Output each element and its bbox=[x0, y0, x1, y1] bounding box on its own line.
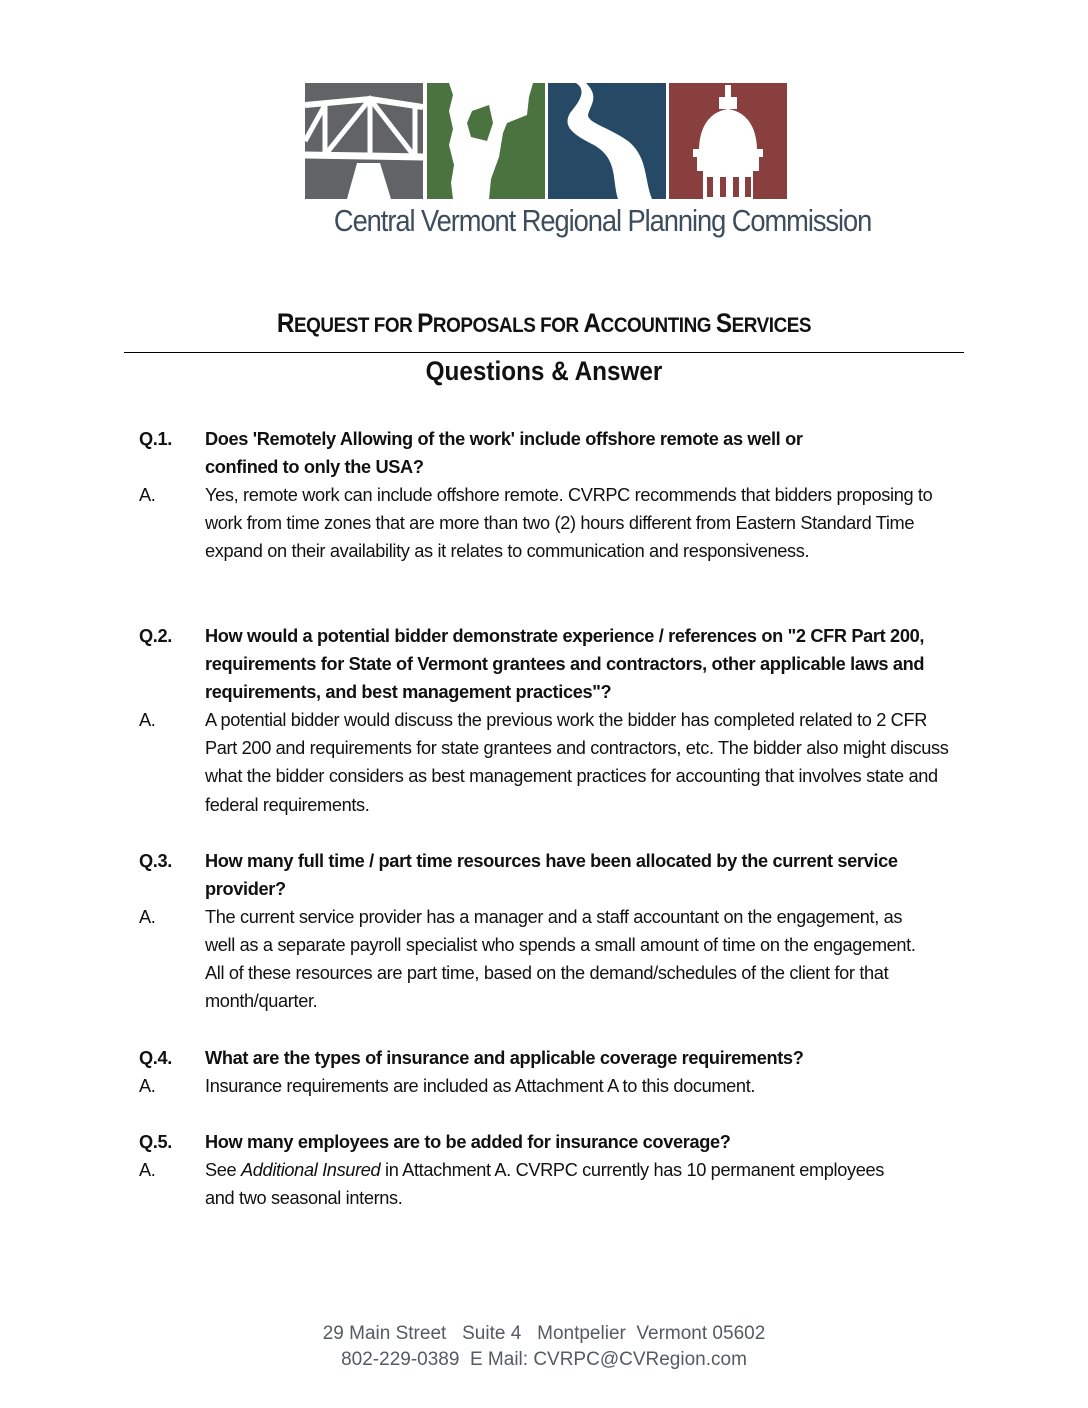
answer-text: Yes, remote work can include offshore remote. CVRPC recommends that bidders proposing to work from time zones that are more than two (2) hours different from Eastern Standard Time expand on their availability as it relates to communication and responsiveness. bbox=[205, 485, 933, 562]
cvrpc-logo bbox=[305, 83, 872, 243]
question-text: How many employees are to be added for insurance coverage? bbox=[205, 1132, 731, 1152]
answer-text: The current service provider has a manager and a staff accountant on the engagement, as well as a separate payroll specialist who spends a small amount of time on the engagement. All of these resources are part time, based on the demand/schedules of the client for that month/quarter. bbox=[205, 907, 916, 1012]
answer-label: A. bbox=[139, 710, 156, 731]
vermont-map-icon bbox=[427, 83, 545, 199]
answer-label: A. bbox=[139, 485, 156, 506]
footer-contact: 802-229-0389 E Mail: CVRPC@CVRegion.com bbox=[341, 1349, 747, 1370]
title-part: ACCOUNTING bbox=[583, 308, 716, 338]
question-text: What are the types of insurance and applicable coverage requirements? bbox=[205, 1048, 804, 1068]
question-text: How would a potential bidder demonstrate experience / references on "2 CFR Part 200, requirements for State of Vermont grantees and contractors, other applicable laws and requirements, and best management practices"? bbox=[205, 626, 925, 703]
qa-item-4 bbox=[139, 1044, 959, 1100]
question-label: Q.3. bbox=[139, 851, 172, 871]
answer-label: A. bbox=[139, 907, 156, 928]
title-part: REQUEST FOR bbox=[276, 308, 418, 338]
qa-item-1 bbox=[139, 425, 959, 565]
answer bbox=[139, 706, 959, 818]
logo-panels bbox=[305, 83, 787, 199]
answer bbox=[139, 481, 959, 565]
title-part: PROPOSALS FOR bbox=[417, 308, 584, 338]
answer-label: A. bbox=[139, 1076, 156, 1097]
answer-label: A. bbox=[139, 1160, 156, 1181]
answer-text: A potential bidder would discuss the previous work the bidder has completed related to 2 CFR Part 200 and requirements for state grantees and contractors, etc. The bidder also might discuss what the bidder considers as best management practices for accounting that involves state and federal requirements. bbox=[205, 710, 949, 815]
qa-item-5 bbox=[139, 1128, 959, 1212]
footer-address: 29 Main Street Suite 4 Montpelier Vermont 05602 bbox=[322, 1323, 766, 1344]
additional-insured-emphasis: Additional Insured bbox=[241, 1160, 381, 1181]
question-label: Q.5. bbox=[139, 1132, 172, 1152]
question bbox=[139, 1128, 959, 1156]
footer bbox=[244, 1321, 844, 1373]
question bbox=[139, 847, 959, 903]
capitol-dome-icon bbox=[669, 83, 787, 199]
page-subtitle: Questions & Answer bbox=[425, 356, 663, 386]
qa-item-3 bbox=[139, 847, 959, 1016]
question-label: Q.4. bbox=[139, 1048, 172, 1068]
answer-text: Insurance requirements are included as Attachment A to this document. bbox=[205, 1076, 756, 1097]
question-label: Q.1. bbox=[139, 429, 172, 449]
question-label: Q.2. bbox=[139, 626, 172, 646]
logo-org-name: Central Vermont Regional Planning Commission bbox=[333, 203, 872, 238]
answer bbox=[139, 1072, 959, 1100]
title-divider bbox=[124, 352, 964, 353]
river-icon bbox=[548, 83, 666, 199]
answer-text: See Additional Insured in Attachment A. CVRPC currently has 10 permanent employees and two seasonal interns. bbox=[205, 1160, 884, 1209]
bridge-icon bbox=[305, 83, 423, 199]
qa-item-2 bbox=[139, 622, 959, 819]
question-text: How many full time / part time resources have been allocated by the current service provider? bbox=[205, 851, 898, 900]
question-text: Does 'Remotely Allowing of the work' include offshore remote as well or confined to only the USA? bbox=[205, 429, 803, 478]
question bbox=[139, 1044, 959, 1072]
title-part: SERVICES bbox=[715, 308, 812, 338]
question bbox=[139, 425, 959, 481]
question bbox=[139, 622, 959, 706]
answer bbox=[139, 903, 959, 1015]
answer bbox=[139, 1156, 959, 1212]
page-title bbox=[166, 308, 922, 339]
